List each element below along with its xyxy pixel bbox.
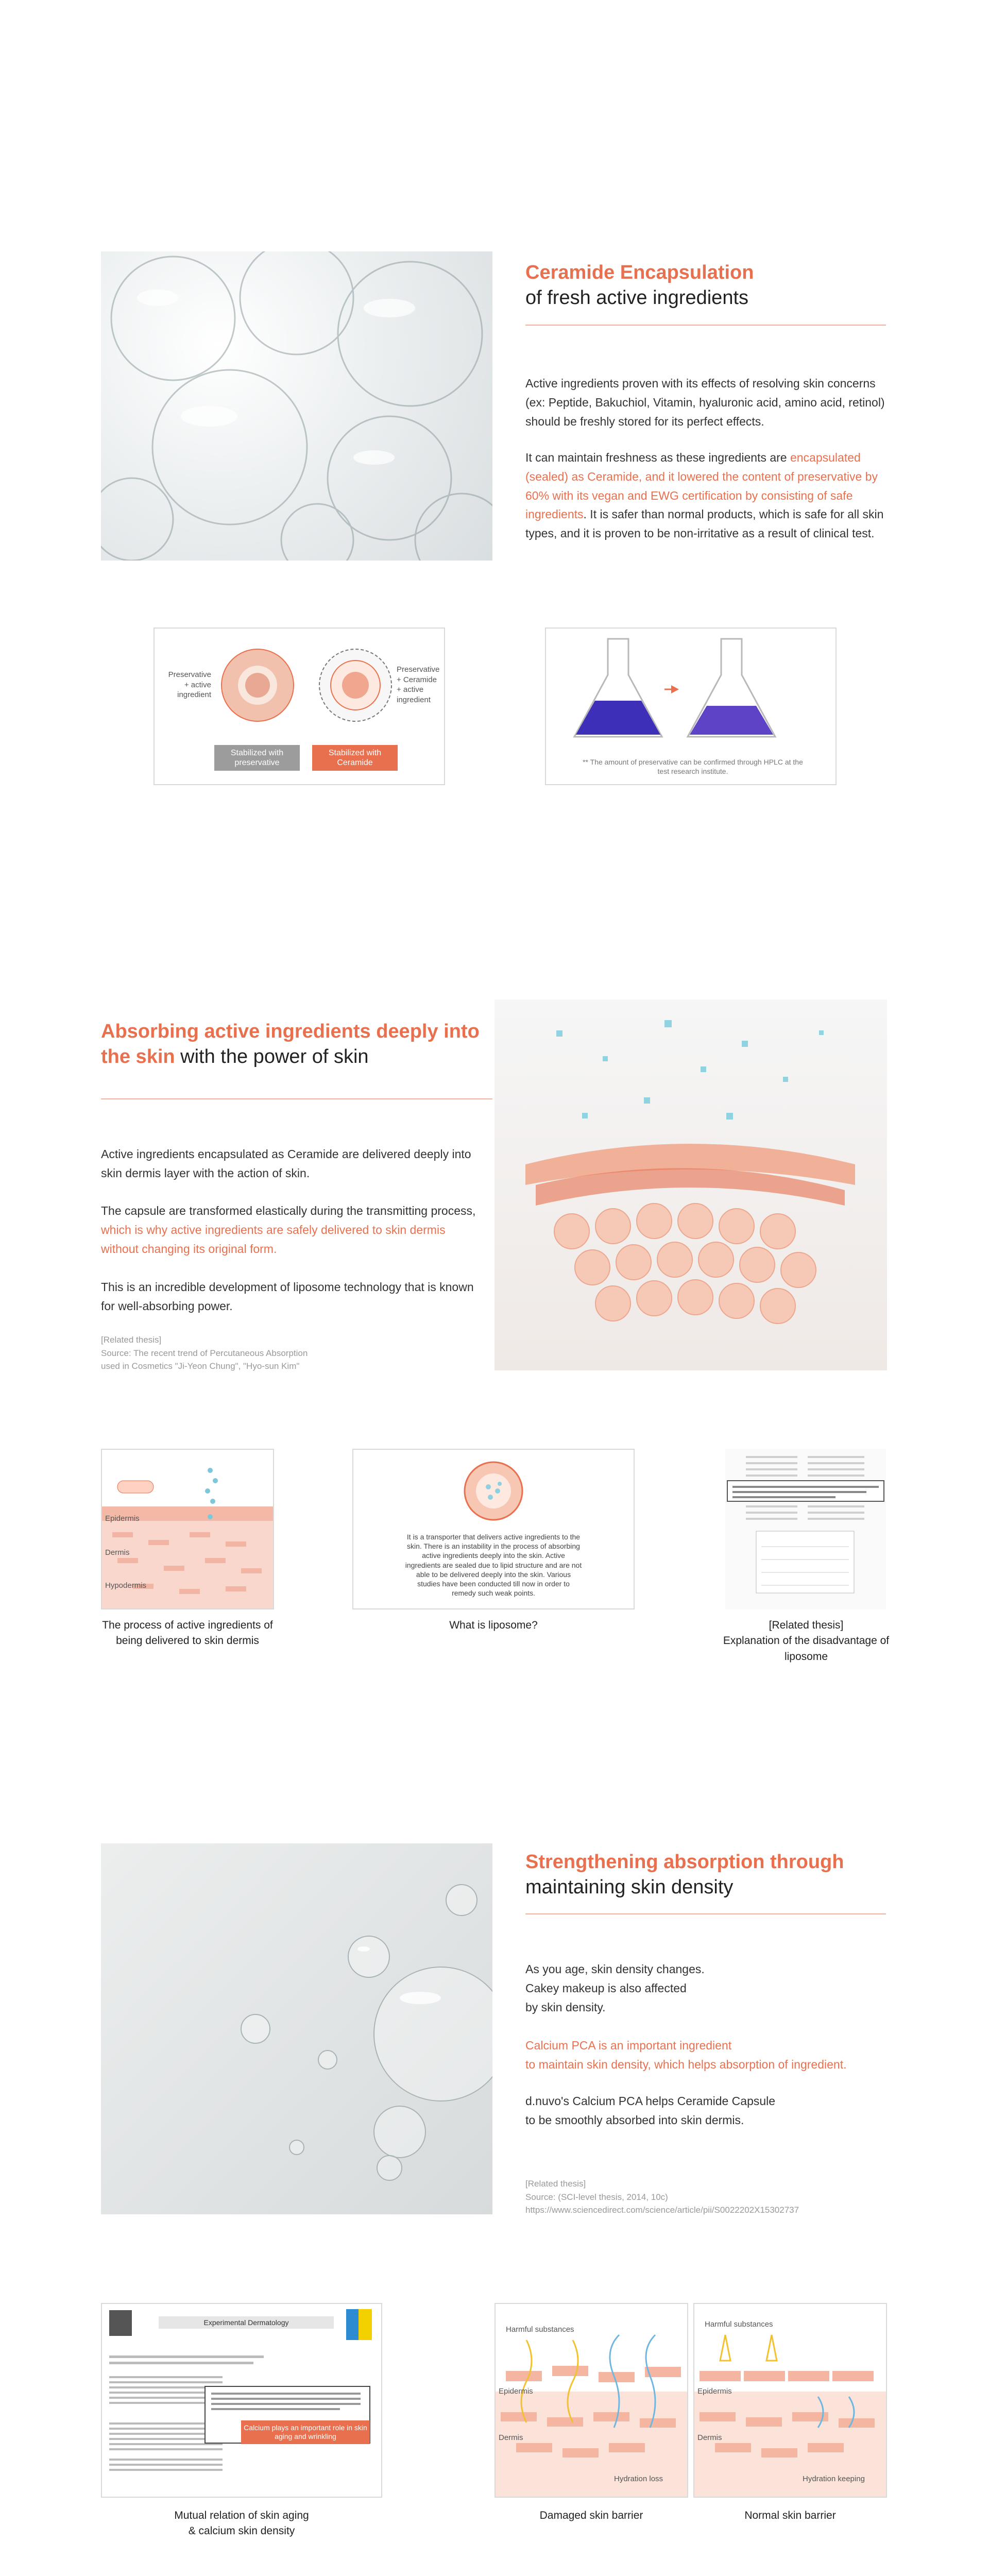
s1-paragraph-1: Active ingredients proven with its effects of resolving skin concerns (ex: Peptide, Bakuchiol, Vitamin, hyaluronic acid, amino acid, retinol) should be freshly stored for its perfect effects.: [525, 377, 885, 428]
liposome-description: It is a transporter that delivers active ingredients to the skin. There is an instability in the process of absorbing active ingredients deeply into the skin. Active ingredients are sealed due to lipid structure and are not able to be delivered deeply into the skin. Various studies have been conducted till now in order to remedy such weak points.: [405, 1533, 582, 1598]
normal-dermis-label: Dermis: [697, 2433, 722, 2442]
flask-illustration: [546, 629, 835, 752]
s3-reference: [Related thesis] Source: (SCI-level thesis, 2014, 10c) https://www.sciencedirect.com/science/article/pii/S0022202X15302737: [525, 2179, 799, 2215]
s2-reference: [Related thesis] Source: The recent trend of Percutaneous Absorption used in Cosmetics "Ji-Yeon Chung", "Hyo-sun Kim": [101, 1335, 308, 1371]
normal-keep-label: Hydration keeping: [803, 2475, 865, 2483]
s2-paragraph-3: This is an incredible development of liposome technology that is known for well-absorbing power.: [101, 1280, 474, 1313]
s3-title-orange: Strengthening absorption through: [525, 1851, 844, 1873]
s1-title: [525, 260, 886, 311]
s2-divider: [101, 1098, 492, 1099]
section-barrier: [0, 2545, 989, 2576]
thesis-callout: Calcium plays an important role in skin aging and wrinkling: [241, 2420, 370, 2444]
calcium-thesis-image: [101, 2303, 382, 2498]
liposome-diagram: [352, 1449, 635, 1609]
stabilization-diagram: [154, 628, 445, 785]
calcium-thesis-illustration: [102, 2304, 381, 2497]
normal-barrier-diagram: [693, 2303, 887, 2498]
section-density: [0, 1710, 989, 2545]
capsule-layer-illustration: [494, 999, 887, 1370]
s1-title-dark: of fresh active ingredients: [525, 287, 749, 309]
caption-liposome: What is liposome?: [449, 1619, 538, 1631]
s1-divider: [525, 325, 886, 326]
s2-paragraph-1: Active ingredients encapsulated as Ceramide are delivered deeply into skin dermis layer with the action of skin.: [101, 1147, 471, 1180]
normal-harmful-label: Harmful substances: [705, 2320, 773, 2329]
s3-paragraph-1: As you age, skin density changes. Cakey makeup is also affected by skin density.: [525, 1962, 705, 2014]
water-bubbles-photo: [101, 1843, 492, 2214]
caption-thesis: [Related thesis] Explanation of the disadvantage of liposome: [723, 1619, 890, 1663]
damaged-dermis-label: Dermis: [499, 2433, 523, 2442]
skin-layer-diagram: [101, 1449, 274, 1609]
damaged-harmful-label: Harmful substances: [506, 2325, 574, 2334]
s1-title-orange: Ceramide Encapsulation: [525, 262, 754, 283]
s3-title: [525, 1850, 886, 1901]
layer-label-epidermis: Epidermis: [105, 1514, 140, 1523]
tag-preservative: Stabilized with preservative: [214, 745, 300, 771]
bubbles-photo: [101, 251, 492, 561]
damaged-barrier-diagram: [494, 2303, 688, 2498]
section-absorption: [0, 824, 989, 1710]
water-bubbles-illustration: [101, 1843, 492, 2214]
damaged-loss-label: Hydration loss: [614, 2475, 663, 2483]
normal-barrier-illustration: [694, 2304, 886, 2497]
bubbles-illustration: [101, 251, 492, 561]
flask-test-image: [545, 628, 837, 785]
s3-title-dark: maintaining skin density: [525, 1876, 734, 1899]
thesis-page-image: [725, 1449, 886, 1609]
s1-paragraph-2: It can maintain freshness as these ingredients are encapsulated (sealed) as Ceramide, and it lowered the content of preservative by 60% with its vegan and EWG certification by consisting of safe ingredients. It is safer than normal products, which is safe for all skin types, and it is proven to be non-irritative as a result of clinical test.: [525, 451, 884, 540]
normal-epidermis-label: Epidermis: [697, 2387, 732, 2396]
caption-damaged-barrier: Damaged skin barrier: [539, 2510, 643, 2521]
caption-normal-barrier: Normal skin barrier: [744, 2510, 836, 2521]
caption-calcium-density: Mutual relation of skin aging & calcium skin density: [174, 2510, 309, 2537]
s3-paragraph-2: Calcium PCA is an important ingredient to maintain skin density, which helps absorption of ingredient.: [525, 2039, 847, 2071]
s1-highlight: encapsulated (sealed) as Ceramide, and it lowered the content of preservative by 60% with its vegan and EWG certification by consisting of safe ingredients: [525, 451, 878, 521]
s2-title: [101, 1019, 492, 1070]
diagram-label-right: Preservative + Ceramide + active ingredient: [397, 665, 440, 704]
s2-paragraph-2: The capsule are transformed elastically during the transmitting process, which is why active ingredients are safely delivered to skin dermis without changing its original form.: [101, 1204, 476, 1256]
section-encapsulation: [0, 0, 989, 824]
flask-note: ** The amount of preservative can be confirmed through HPLC at the test research institute.: [583, 758, 803, 776]
tag-ceramide: Stabilized with Ceramide: [312, 745, 398, 771]
capsule-skin-render: [494, 999, 887, 1370]
s2-title-dark: with the power of skin: [175, 1046, 369, 1068]
liposome-illustration: [353, 1455, 634, 1532]
s3-paragraph-3: d.nuvo's Calcium PCA helps Ceramide Capsule to be smoothly absorbed into skin dermis.: [525, 2094, 776, 2127]
caption-dermis-delivery: The process of active ingredients of being delivered to skin dermis: [102, 1619, 273, 1647]
thesis-journal-title: Experimental Dermatology: [159, 2316, 334, 2329]
s3-divider: [525, 1913, 886, 1914]
layer-label-hypodermis: Hypodermis: [105, 1581, 147, 1590]
diagram-label-left: Preservative + active ingredient: [168, 670, 211, 699]
damaged-epidermis-label: Epidermis: [499, 2387, 533, 2396]
thesis-page-illustration: [725, 1449, 886, 1609]
layer-label-dermis: Dermis: [105, 1548, 130, 1557]
s2-title-orange: Absorbing active ingredients deeply into the skin: [101, 1021, 480, 1068]
